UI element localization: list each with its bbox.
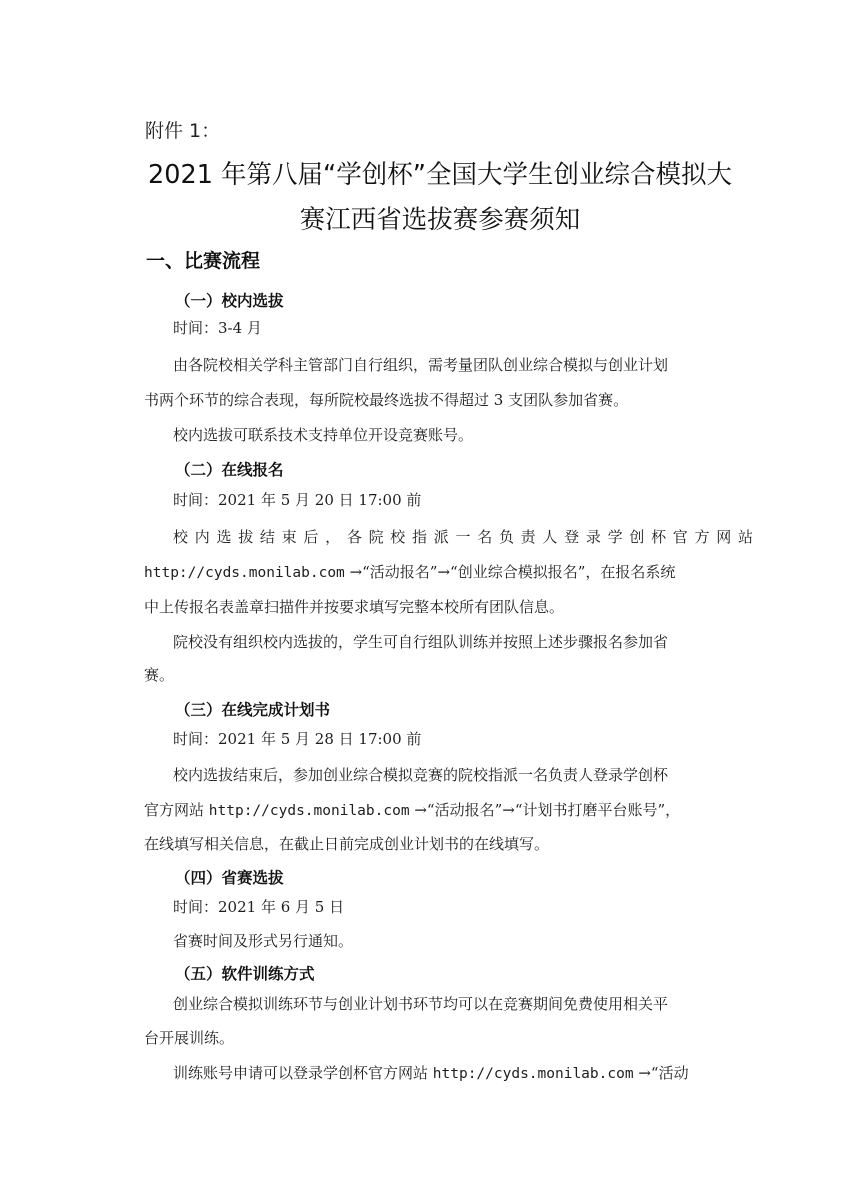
subheading-software-training: （五）软件训练方式 <box>175 965 315 983</box>
paragraph-line: 在线填写相关信息，在截止日前完成创业计划书的在线填写。 <box>144 835 550 853</box>
title-line-2: 赛江西省选拔赛参赛须知 <box>299 205 581 235</box>
title-line-1: 2021 年第八届“学创杯”全国大学生创业综合模拟大 <box>148 160 732 190</box>
paragraph-line: 校内选拔可联系技术支持单位开设竞赛账号。 <box>173 426 474 444</box>
subheading-provincial-selection: （四）省赛选拔 <box>175 869 284 887</box>
subheading-online-business-plan: （三）在线完成计划书 <box>175 701 331 719</box>
website-link[interactable]: http://cyds.monilab.com <box>432 1066 634 1082</box>
provincial-selection-time: 时间：2021 年 6 月 5 日 <box>173 898 345 916</box>
subheading-online-registration: （二）在线报名 <box>175 461 284 479</box>
paragraph-text: →“活动报名”→“创业综合模拟报名”，在报名系统 <box>344 563 676 581</box>
website-link[interactable]: http://cyds.monilab.com <box>144 565 345 581</box>
attachment-label: 附件 1： <box>145 120 221 142</box>
campus-selection-time: 时间：3-4 月 <box>173 319 262 337</box>
paragraph-line: 校内选拔结束后，各院校指派一名负责人登录学创杯官方网站 <box>173 528 753 546</box>
paragraph-line: 校内选拔结束后，参加创业综合模拟竞赛的院校指派一名负责人登录学创杯 <box>173 766 669 784</box>
paragraph-line: 院校没有组织校内选拔的，学生可自行组队训练并按照上述步骤报名参加省 <box>173 633 669 651</box>
paragraph-line <box>173 1063 753 1084</box>
paragraph-text: →“活动报名”→“计划书打磨平台账号”， <box>409 801 681 819</box>
paragraph-line <box>144 800 754 821</box>
registration-time: 时间：2021 年 5 月 20 日 17:00 前 <box>173 491 422 509</box>
paragraph-text: →“活动 <box>633 1064 689 1082</box>
paragraph-line <box>144 562 754 583</box>
paragraph-line: 赛。 <box>144 666 175 684</box>
website-link[interactable]: http://cyds.monilab.com <box>208 803 410 819</box>
paragraph-line: 创业综合模拟训练环节与创业计划书环节均可以在竞赛期间免费使用相关平 <box>173 995 669 1013</box>
business-plan-time: 时间：2021 年 5 月 28 日 17:00 前 <box>173 730 422 748</box>
paragraph-line: 台开展训练。 <box>144 1029 235 1047</box>
paragraph-line: 省赛时间及形式另行通知。 <box>173 932 354 950</box>
paragraph-text: 官方网站 <box>144 801 209 819</box>
paragraph-line: 由各院校相关学科主管部门自行组织，需考量团队创业综合模拟与创业计划 <box>173 356 669 374</box>
section-heading-competition-process: 一、比赛流程 <box>146 250 261 272</box>
subheading-campus-selection: （一）校内选拔 <box>175 292 284 310</box>
paragraph-line: 中上传报名表盖章扫描件并按要求填写完整本校所有团队信息。 <box>144 598 565 616</box>
paragraph-line: 书两个环节的综合表现，每所院校最终选拔不得超过 3 支团队参加省赛。 <box>144 391 629 409</box>
paragraph-text: 训练账号申请可以登录学创杯官方网站 <box>173 1064 433 1082</box>
